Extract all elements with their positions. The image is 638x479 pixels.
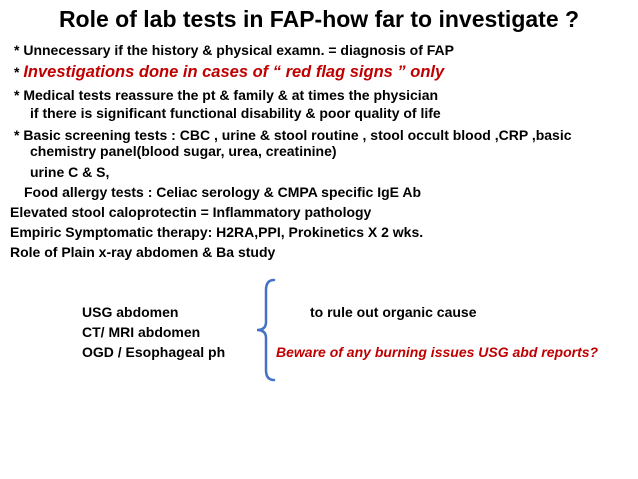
bullet-screening-tests: * Basic screening tests : CBC , urine & stool routine , stool occult blood ,CRP ,basic bbox=[14, 127, 572, 143]
usg-warning: Beware of any burning issues USG abd reports? bbox=[276, 344, 599, 360]
plain-xray-line: Role of Plain x-ray abdomen & Ba study bbox=[10, 244, 276, 260]
red-flag-text: Investigations done in cases of “ red flag signs ” only bbox=[23, 63, 445, 81]
bullet-unnecessary: * Unnecessary if the history & physical examn. = diagnosis of FAP bbox=[14, 42, 454, 58]
imaging-item-ct-mri: CT/ MRI abdomen bbox=[82, 324, 201, 340]
bullet-medical-tests-cont: if there is significant functional disability & poor quality of life bbox=[30, 105, 441, 121]
empiric-therapy-line: Empiric Symptomatic therapy: H2RA,PPI, Prokinetics X 2 wks. bbox=[10, 224, 424, 240]
food-allergy-line: Food allergy tests : Celiac serology & CMPA specific IgE Ab bbox=[24, 184, 422, 200]
organic-cause-note: to rule out organic cause bbox=[310, 304, 477, 320]
bracket-icon bbox=[252, 278, 276, 382]
slide-title: Role of lab tests in FAP-how far to investigate ? bbox=[58, 6, 580, 32]
bullet-red-flag bbox=[14, 64, 444, 81]
imaging-item-usg: USG abdomen bbox=[82, 304, 179, 320]
urine-culture-line: urine C & S, bbox=[30, 164, 110, 180]
calprotectin-line: Elevated stool caloprotectin = Inflammatory pathology bbox=[10, 204, 372, 220]
imaging-item-ogd: OGD / Esophageal ph bbox=[82, 344, 226, 360]
bullet-screening-tests-cont: chemistry panel(blood sugar, urea, creatinine) bbox=[30, 143, 337, 159]
bullet-marker: * bbox=[14, 64, 24, 80]
bullet-medical-tests: * Medical tests reassure the pt & family & at times the physician bbox=[14, 87, 439, 103]
